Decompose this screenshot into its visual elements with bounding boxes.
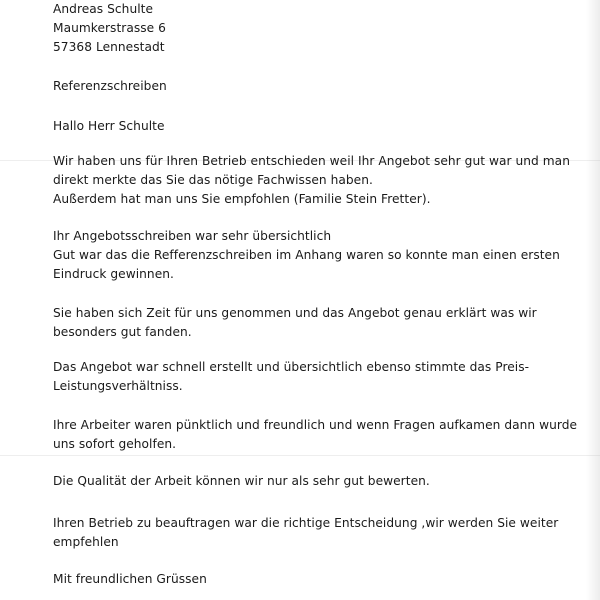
- paragraph-line: Ihren Betrieb zu beauftragen war die richtige Entscheidung ,wir werden Sie weiter: [53, 516, 559, 530]
- paragraph: [53, 416, 577, 454]
- paragraph-line: Ihr Angebotsschreiben war sehr übersichtlich: [53, 229, 332, 243]
- paragraph-line: direkt merkte das Sie das nötige Fachwissen haben.: [53, 173, 373, 187]
- paragraph: [53, 152, 570, 209]
- paragraph-line: Eindruck gewinnen.: [53, 267, 174, 281]
- scan-artifact-line: [0, 455, 600, 456]
- paragraph-line: Ihre Arbeiter waren pünktlich und freundlich und wenn Fragen aufkamen dann wurde: [53, 418, 578, 432]
- sender-address: [53, 0, 166, 57]
- letter-closing: Mit freundlichen Grüssen: [53, 572, 207, 586]
- paragraph-line: Gut war das die Refferenzschreiben im Anhang waren so konnte man einen ersten: [53, 248, 560, 262]
- paragraph: [53, 304, 537, 342]
- paragraph: [53, 514, 558, 552]
- paragraph: [53, 358, 529, 396]
- sender-name: Andreas Schulte: [53, 2, 154, 16]
- sender-city: 57368 Lennestadt: [53, 40, 165, 54]
- letter-salutation: Hallo Herr Schulte: [53, 119, 165, 133]
- paragraph-line: Leistungsverhältniss.: [53, 379, 183, 393]
- paragraph-line: Das Angebot war schnell erstellt und übersichtlich ebenso stimmte das Preis-: [53, 360, 530, 374]
- sender-street: Maumkerstrasse 6: [53, 21, 166, 35]
- paragraph-line: Außerdem hat man uns Sie empfohlen (Familie Stein Fretter).: [53, 192, 431, 206]
- paragraph-line: Die Qualität der Arbeit können wir nur als sehr gut bewerten.: [53, 474, 430, 488]
- paragraph-line: uns sofort geholfen.: [53, 437, 177, 451]
- paragraph: [53, 227, 560, 284]
- paragraph-line: Wir haben uns für Ihren Betrieb entschieden weil Ihr Angebot sehr gut war und man: [53, 154, 570, 168]
- paragraph-line: besonders gut fanden.: [53, 325, 192, 339]
- paragraph: [53, 472, 430, 491]
- letter-subject: Referenzschreiben: [53, 79, 167, 93]
- paragraph-line: empfehlen: [53, 535, 119, 549]
- scan-edge-shadow: [586, 0, 600, 600]
- paragraph-line: Sie haben sich Zeit für uns genommen und das Angebot genau erklärt was wir: [53, 306, 537, 320]
